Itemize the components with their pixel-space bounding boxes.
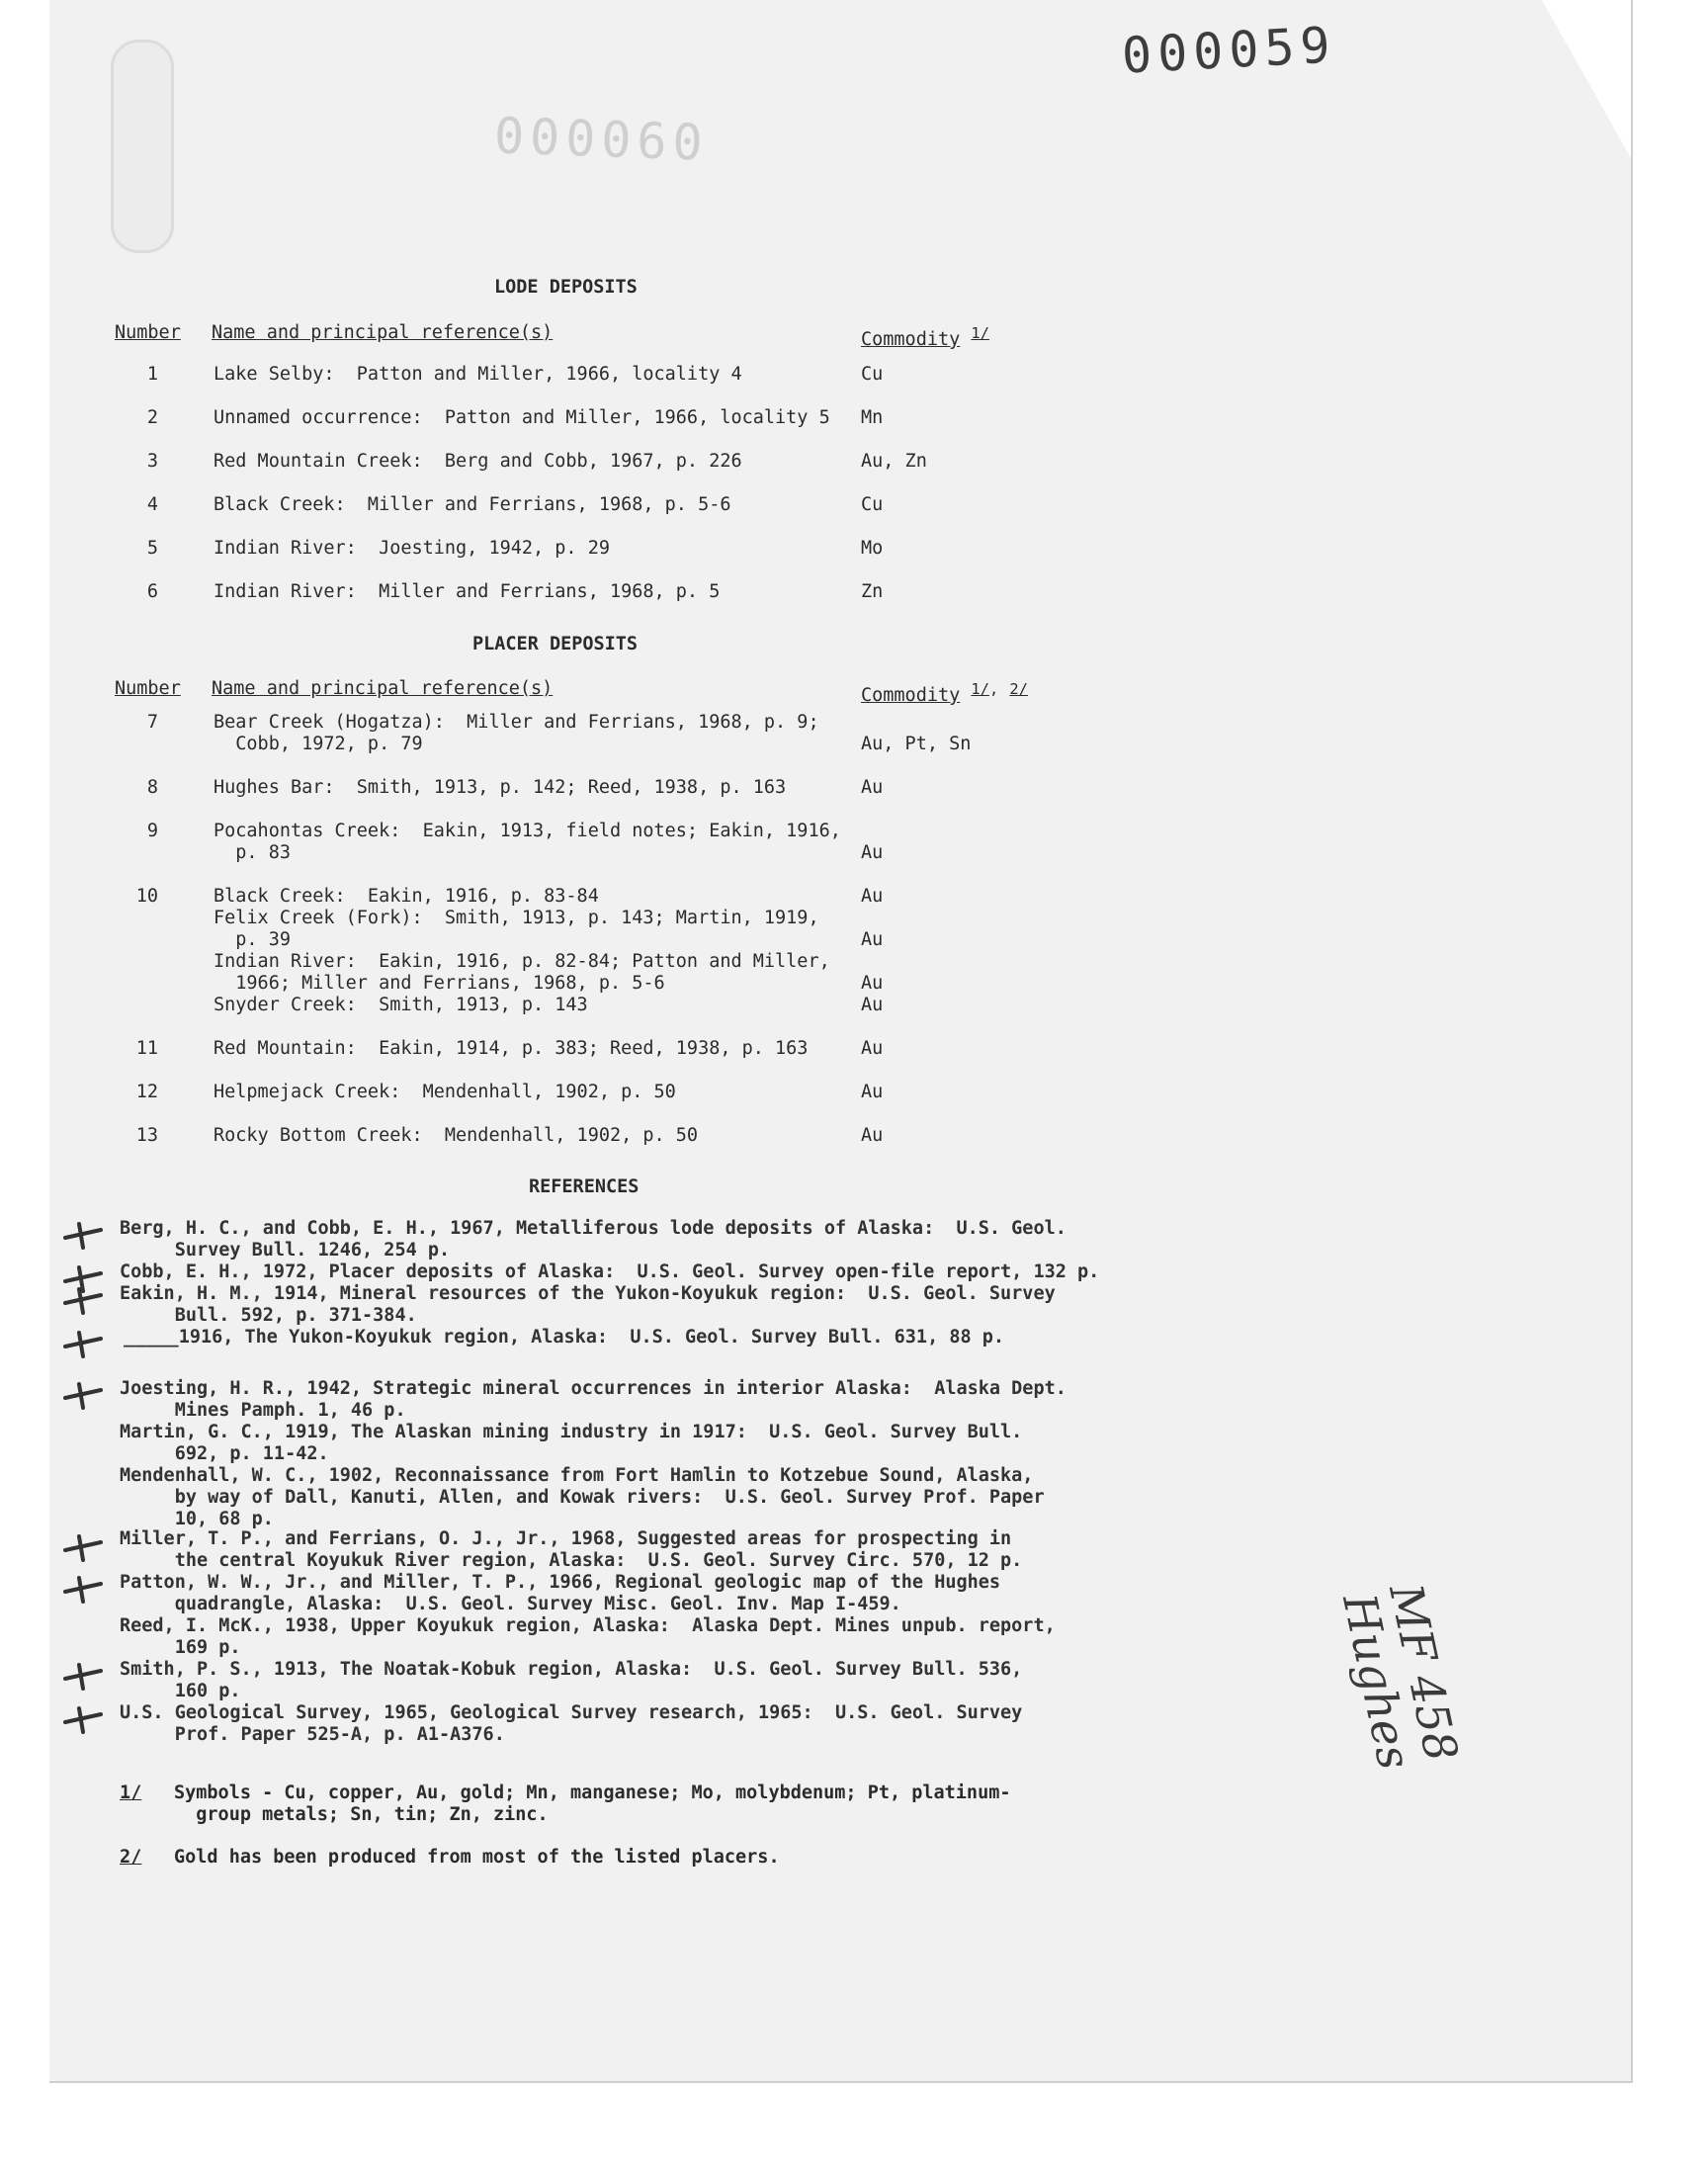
placer-commodity-note-sep: , [988, 680, 999, 698]
placer-row-commodity: Au [861, 1082, 884, 1102]
lode-header-name: Name and principal reference(s) [212, 322, 554, 343]
check-mark-icon [61, 1285, 107, 1315]
lode-row-commodity: Cu [861, 364, 884, 385]
placer-row-name-line: Red Mountain: Eakin, 1914, p. 383; Reed, 1938, p. 163 [214, 1038, 809, 1059]
placer-row-number: 10 [135, 886, 158, 907]
check-mark-icon [61, 1574, 107, 1604]
check-mark-icon [61, 1532, 107, 1562]
placer-row-name-line: Black Creek: Eakin, 1916, p. 83-84 [214, 886, 599, 907]
lode-commodity-note: 1/ [971, 324, 989, 342]
placer-row-commodity: Au [861, 973, 884, 994]
placer-row-name-line: p. 83 [214, 842, 291, 863]
check-mark-icon [61, 1704, 107, 1734]
placer-row-commodity: Au [861, 929, 884, 950]
check-mark-icon [61, 1329, 107, 1358]
reference-entry: Berg, H. C., and Cobb, E. H., 1967, Metalliferous lode deposits of Alaska: U.S. Geol. Survey Bull. 1246, 254 p. [120, 1218, 1067, 1261]
binder-clip-shadow [111, 40, 174, 253]
reference-entry: Cobb, E. H., 1972, Placer deposits of Alaska: U.S. Geol. Survey open-file report, 132 p. [120, 1262, 1100, 1282]
reference-entry: Miller, T. P., and Ferrians, O. J., Jr., 1968, Suggested areas for prospecting in the central Koyukuk River region, Alaska: U.S. Geol. Survey Circ. 570, 12 p. [120, 1528, 1023, 1571]
lode-row-name: Indian River: Miller and Ferrians, 1968, p. 5 [214, 581, 721, 602]
footnote-1-text: Symbols - Cu, copper, Au, gold; Mn, manganese; Mo, molybdenum; Pt, platinum- group metals; Sn, tin; Zn, zinc. [174, 1783, 1011, 1825]
placer-row-number: 12 [135, 1082, 158, 1102]
folded-corner [1542, 0, 1631, 158]
stamp-number: 000059 [1120, 16, 1337, 85]
placer-row-number: 7 [146, 712, 158, 733]
reference-entry: _____1916, The Yukon-Koyukuk region, Alaska: U.S. Geol. Survey Bull. 631, 88 p. [124, 1327, 1005, 1348]
placer-row-commodity: Au [861, 1038, 884, 1059]
placer-row-commodity: Au [861, 995, 884, 1015]
lode-row-commodity: Au, Zn [861, 451, 927, 472]
lode-row-number: 3 [146, 451, 158, 472]
lode-row-number: 5 [146, 538, 158, 559]
lode-title: LODE DEPOSITS [494, 277, 638, 298]
placer-row-commodity: Au, Pt, Sn [861, 734, 972, 754]
reference-entry: Martin, G. C., 1919, The Alaskan mining industry in 1917: U.S. Geol. Survey Bull. 692, p. 11-42. [120, 1422, 1023, 1464]
handwritten-note: MF 458 Hughes [1332, 1579, 1469, 1775]
lode-row-commodity: Zn [861, 581, 884, 602]
lode-header-number: Number [115, 322, 181, 343]
placer-commodity-note-2: 2/ [1009, 680, 1028, 698]
footnote-2-label: 2/ [120, 1847, 142, 1868]
placer-header-number: Number [115, 678, 181, 699]
placer-row-commodity: Au [861, 777, 884, 798]
lode-row-number: 6 [146, 581, 158, 602]
placer-row-name-line: Pocahontas Creek: Eakin, 1913, field notes; Eakin, 1916, [214, 821, 841, 841]
placer-row-name-line: Helpmejack Creek: Mendenhall, 1902, p. 50 [214, 1082, 676, 1102]
placer-row-name-line: Felix Creek (Fork): Smith, 1913, p. 143; Martin, 1919, [214, 908, 819, 928]
placer-row-number: 8 [146, 777, 158, 798]
reference-entry: Patton, W. W., Jr., and Miller, T. P., 1966, Regional geologic map of the Hughes quadrangle, Alaska: U.S. Geol. Survey Misc. Geol. Inv. Map I-459. [120, 1572, 1001, 1614]
lode-row-name: Indian River: Joesting, 1942, p. 29 [214, 538, 610, 559]
lode-row-number: 2 [146, 407, 158, 428]
lode-row-commodity: Mo [861, 538, 884, 559]
check-mark-icon [61, 1220, 107, 1250]
lode-row-name: Red Mountain Creek: Berg and Cobb, 1967, p. 226 [214, 451, 742, 472]
lode-row-number: 4 [146, 494, 158, 515]
placer-row-number: 13 [135, 1125, 158, 1146]
reference-entry: Joesting, H. R., 1942, Strategic mineral occurrences in interior Alaska: Alaska Dept. Mines Pamph. 1, 46 p. [120, 1378, 1067, 1421]
placer-row-name-line: Snyder Creek: Smith, 1913, p. 143 [214, 995, 588, 1015]
references-title: REFERENCES [529, 1176, 640, 1197]
reference-entry: Eakin, H. M., 1914, Mineral resources of the Yukon-Koyukuk region: U.S. Geol. Survey Bull. 592, p. 371-384. [120, 1283, 1056, 1326]
placer-row-name-line: Cobb, 1972, p. 79 [214, 734, 423, 754]
placer-row-number: 9 [146, 821, 158, 841]
lode-row-commodity: Mn [861, 407, 884, 428]
reference-entry: Reed, I. McK., 1938, Upper Koyukuk region, Alaska: Alaska Dept. Mines unpub. report, 169 p. [120, 1615, 1056, 1658]
lode-row-number: 1 [146, 364, 158, 385]
lode-row-name: Unnamed occurrence: Patton and Miller, 1966, locality 5 [214, 407, 830, 428]
reference-entry: U.S. Geological Survey, 1965, Geological Survey research, 1965: U.S. Geol. Survey Prof. Paper 525-A, p. A1-A376. [120, 1702, 1023, 1745]
placer-row-name-line: Indian River: Eakin, 1916, p. 82-84; Patton and Miller, [214, 951, 830, 972]
lode-commodity-label: Commodity [861, 329, 961, 351]
placer-row-commodity: Au [861, 886, 884, 907]
placer-row-name-line: Bear Creek (Hogatza): Miller and Ferrians, 1968, p. 9; [214, 712, 819, 733]
placer-header-commodity [861, 678, 1028, 707]
placer-row-commodity: Au [861, 842, 884, 863]
placer-row-name-line: 1966; Miller and Ferrians, 1968, p. 5-6 [214, 973, 665, 994]
reference-entry: Mendenhall, W. C., 1902, Reconnaissance from Fort Hamlin to Kotzebue Sound, Alaska, by way of Dall, Kanuti, Allen, and Kowak rivers: U.S. Geol. Survey Prof. Paper 10, 68 p. [120, 1465, 1045, 1529]
placer-commodity-note-1: 1/ [971, 680, 989, 698]
footnote-2-text: Gold has been produced from most of the listed placers. [174, 1847, 780, 1868]
lode-header-commodity [861, 322, 989, 351]
placer-title: PLACER DEPOSITS [472, 634, 639, 654]
placer-row-name-line: p. 39 [214, 929, 291, 950]
check-mark-icon [61, 1661, 107, 1691]
lode-row-name: Lake Selby: Patton and Miller, 1966, locality 4 [214, 364, 742, 385]
placer-header-name: Name and principal reference(s) [212, 678, 554, 699]
check-mark-icon [61, 1380, 107, 1410]
reference-entry: Smith, P. S., 1913, The Noatak-Kobuk region, Alaska: U.S. Geol. Survey Bull. 536, 160 p. [120, 1659, 1023, 1701]
lode-row-commodity: Cu [861, 494, 884, 515]
footnote-1-label: 1/ [120, 1783, 142, 1803]
placer-row-name-line: Rocky Bottom Creek: Mendenhall, 1902, p. 50 [214, 1125, 699, 1146]
placer-row-number: 11 [135, 1038, 158, 1059]
ghost-stamp-number: 000060 [493, 107, 710, 172]
placer-commodity-label: Commodity [861, 685, 961, 707]
placer-row-commodity: Au [861, 1125, 884, 1146]
placer-row-name-line: Hughes Bar: Smith, 1913, p. 142; Reed, 1938, p. 163 [214, 777, 787, 798]
lode-row-name: Black Creek: Miller and Ferrians, 1968, p. 5-6 [214, 494, 731, 515]
